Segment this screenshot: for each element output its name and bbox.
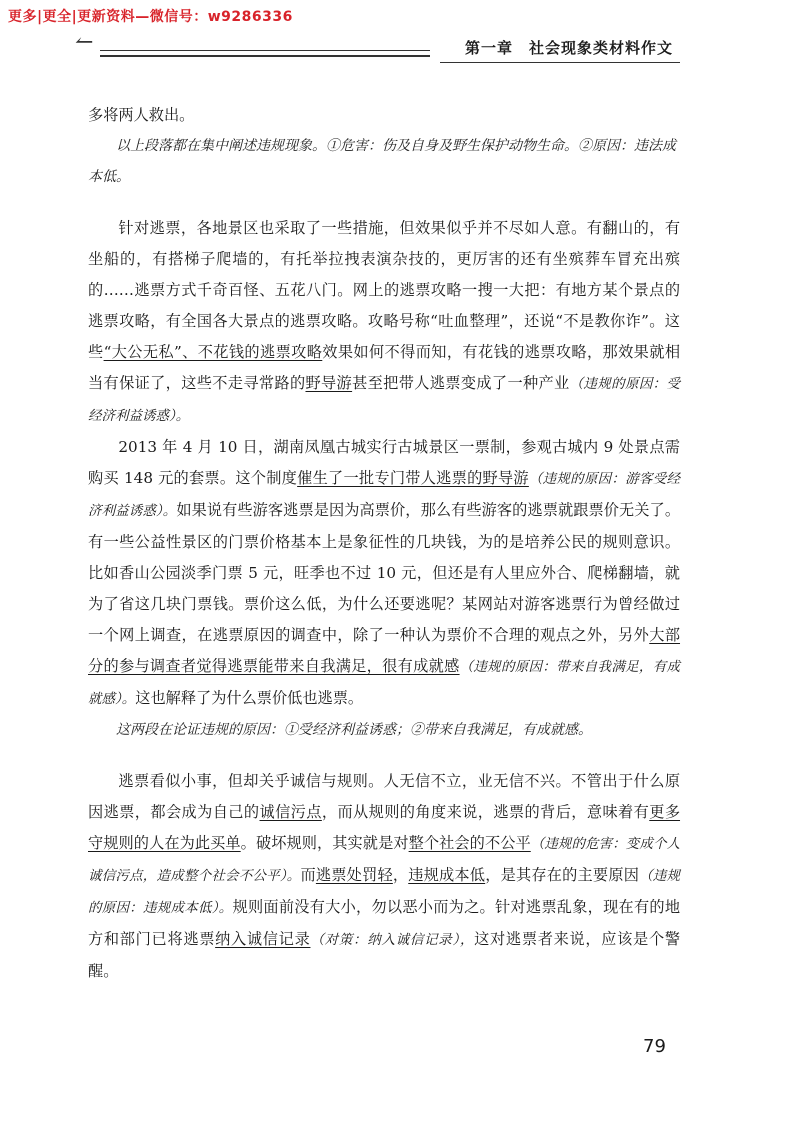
- inline-annotation: （违规的原因：受经济利益诱惑）。: [88, 376, 681, 424]
- chapter-title: 第一章 社会现象类材料作文: [465, 39, 674, 57]
- chapter-logo-icon: ↼: [75, 30, 94, 55]
- underlined-phrase: 逃票处罚轻: [315, 866, 393, 884]
- underlined-phrase: 催生了一批专门带人逃票的野导游: [297, 469, 529, 487]
- paragraph-2: 2013 年 4 月 10 日，湖南凤凰古城实行古城景区一票制，参观古城内 9 处景点需购买 148 元的套票。这个制度催生了一批专门带人逃票的野导游（违规的原因：游客受经济利益诱惑）。如果说有些游客逃票是因为高票价，那么有些游客的逃票就跟票价无关了。有一些公益性景区的门票价格基本上是象征性的几块钱，为的是培养公民的规则意识。比如香山公园淡季门票 5 元，旺季也不过 10 元，但还是有人里应外合、爬梯翻墙，就为了省这几块门票钱。票价这么低，为什么还要逃呢？某网站对游客逃票行为曾经做过一个网上调查，在逃票原因的调查中，除了一种认为票价不合理的观点之外，另外大部分的参与调查者觉得逃票能带来自我满足，很有成就感（违规的原因：带来自我满足，有成就感）。这也解释了为什么票价低也逃票。: [88, 438, 681, 707]
- underlined-phrase: 更多守规则的人在为此买单: [88, 803, 681, 852]
- inline-annotation: （违规的原因：带来自我满足，有成就感）。: [88, 659, 681, 707]
- underlined-phrase: 野导游: [305, 374, 353, 392]
- underlined-phrase: “大公无私”、不花钱的逃票攻略: [103, 343, 323, 361]
- chapter-underline: [440, 62, 680, 63]
- underlined-phrase: 整个社会的不公平: [408, 834, 531, 852]
- inline-annotation: （对策：纳入诚信记录），: [310, 932, 475, 948]
- paragraph-continued: 多将两人救出。: [88, 106, 195, 124]
- inline-annotation: （违规的原因：违规成本低）。: [88, 868, 680, 916]
- inline-annotation: （违规的原因：游客受经济利益诱惑）。: [88, 471, 680, 519]
- paragraph-3: 逃票看似小事，但却关乎诚信与规则。人无信不立，业无信不兴。不管出于什么原因逃票，都会成为自己的诚信污点，而从规则的角度来说，逃票的背后，意味着有更多守规则的人在为此买单。破坏规则，其实就是对整个社会的不公平（违规的危害：变成个人诚信污点，造成整个社会不公平）。而逃票处罚轻，违规成本低，是其存在的主要原因（违规的原因：违规成本低）。规则面前没有大小，勿以恶小而为之。针对逃票乱象，现在有的地方和部门已将逃票纳入诚信记录（对策：纳入诚信记录），这对逃票者来说，应该是个警醒。: [88, 772, 681, 980]
- header-rule-thick: [100, 55, 430, 57]
- page-number: 79: [643, 1036, 666, 1057]
- annotation-note-2: 这两段在论证违规的原因：①受经济利益诱惑；②带来自我满足，有成就感。: [116, 722, 592, 738]
- underlined-phrase: 诚信污点: [259, 803, 322, 821]
- paragraph-1: 针对逃票，各地景区也采取了一些措施，但效果似乎并不尽如人意。有翻山的，有坐船的，有搭梯子爬墙的，有托举拉拽表演杂技的，更厉害的还有坐殡葬车冒充出殡的……逃票方式千奇百怪、五花八门。网上的逃票攻略一搜一大把：有地方某个景点的逃票攻略，有全国各大景点的逃票攻略。攻略号称“吐血整理”，还说“不是教你诈”。这些“大公无私”、不花钱的逃票攻略效果如何不得而知，有花钱的逃票攻略，那效果就相当有保证了，这些不走寻常路的野导游甚至把带人逃票变成了一种产业（违规的原因：受经济利益诱惑）。: [88, 219, 681, 424]
- header-rule: [100, 50, 430, 51]
- underlined-phrase: 大部分的参与调查者觉得逃票能带来自我满足，很有成就感: [88, 626, 681, 675]
- promo-banner: 更多|更全|更新资料—微信号：w9286336: [8, 9, 293, 25]
- annotation-note-1: 以上段落都在集中阐述违规现象。①危害：伤及自身及野生保护动物生命。②原因：违法成本低。: [88, 138, 676, 185]
- inline-annotation: （违规的危害：变成个人诚信污点，造成整个社会不公平）。: [88, 836, 681, 884]
- underlined-phrase: 纳入诚信记录: [215, 930, 311, 948]
- underlined-phrase: 违规成本低: [408, 866, 486, 884]
- page-content: [88, 100, 680, 987]
